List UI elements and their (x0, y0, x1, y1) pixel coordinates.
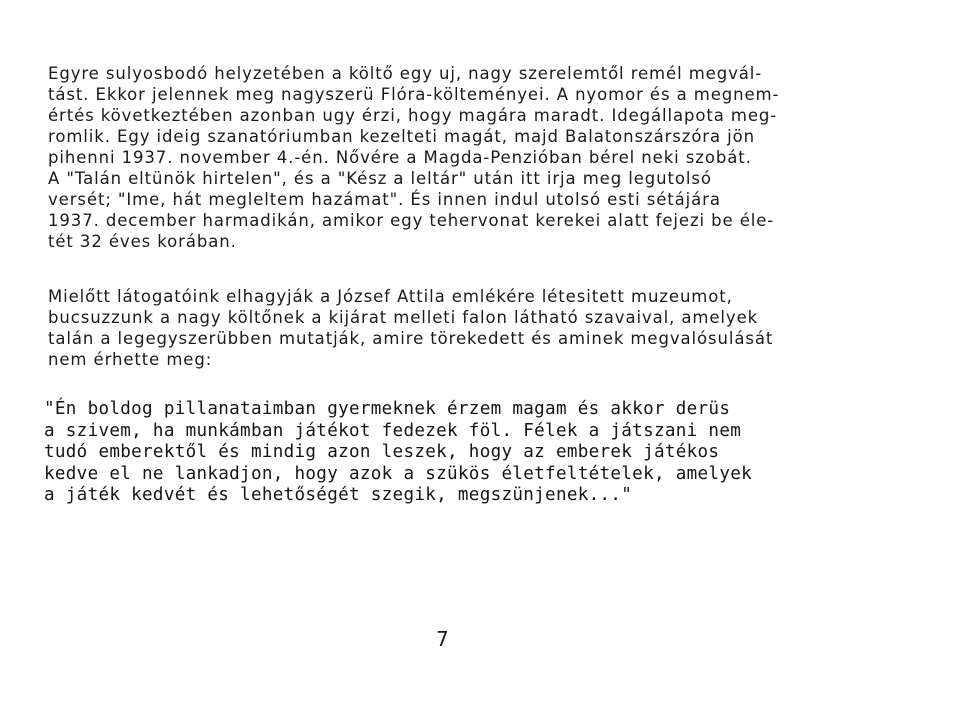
biography-paragraph (48, 63, 878, 252)
quote-line: tudó emberektől és mindig azon leszek, hogy az emberek játékos (44, 442, 720, 462)
text-line: tét 32 éves korában. (48, 232, 237, 251)
text-line: bucsuzzunk a nagy költőnek a kijárat melleti falon látható szavaival, amelyek (48, 308, 759, 327)
farewell-paragraph (48, 286, 878, 370)
text-line: értés következtében azonban ugy érzi, hogy magára maradt. Idegállapota meg- (48, 106, 778, 125)
quote-line: a játék kedvét és lehetőségét szegik, megszünjenek..." (44, 485, 633, 505)
text-line: romlik. Egy ideig szanatóriumban kezelteti magát, majd Balatonszárszóra jön (48, 127, 755, 146)
text-line: Mielőtt látogatóink elhagyják a József Attila emlékére létesitett muzeumot, (48, 287, 733, 306)
text-line: versét; "Ime, hát megleltem hazámat". És innen indul utolsó esti sétájára (48, 190, 721, 209)
quote-line: a szivem, ha munkámban játékot fedezek föl. Félek a játszani nem (44, 420, 742, 441)
quote-block (44, 399, 904, 507)
text-line: A "Talán eltünök hirtelen", és a "Kész a leltár" után itt irja meg legutolsó (48, 169, 712, 188)
text-line: Egyre sulyosbodó helyzetében a költő egy uj, nagy szerelemtől remél megvál- (48, 64, 763, 83)
quote-line: "Én boldog pillanataimban gyermeknek érzem magam és akkor derüs (44, 399, 731, 419)
text-line: nem érhette meg: (48, 350, 213, 369)
page-number: 7 (436, 627, 449, 651)
text-line: pihenni 1937. november 4.-én. Nővére a Magda-Penzióban bérel neki szobát. (48, 148, 752, 167)
text-line: tást. Ekkor jelennek meg nagyszerü Flóra-költeményei. A nyomor és a megnem- (48, 85, 780, 104)
text-line: talán a legegyszerübben mutatják, amire törekedett és aminek megvalósulását (48, 329, 774, 348)
quote-line: kedve el ne lankadjon, hogy azok a szükös életfeltételek, amelyek (44, 463, 753, 484)
text-line: 1937. december harmadikán, amikor egy tehervonat kerekei alatt fejezi be éle- (48, 211, 775, 230)
